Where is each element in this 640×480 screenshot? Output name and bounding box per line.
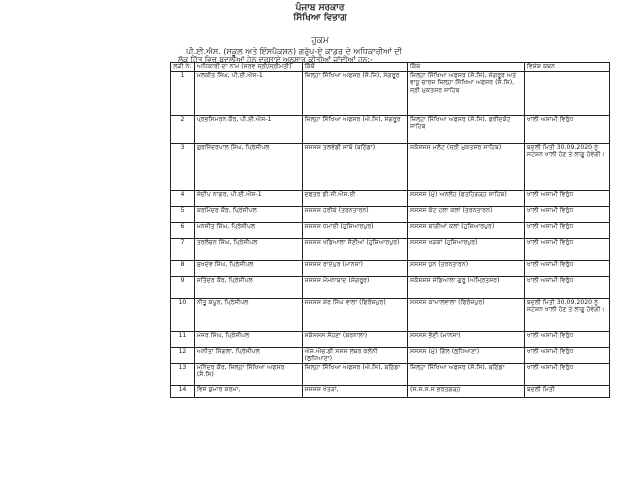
cell-name: ਕਰਮਿੰਦਰ ਕੌਰ, ਪ੍ਰਿੰਸੀਪਲ xyxy=(194,206,302,222)
cell-name: ਮੇਜਰ ਸਿੰਘ, ਪ੍ਰਿੰਸੀਪਲ xyxy=(194,331,302,347)
table-row xyxy=(171,260,610,276)
table-row xyxy=(171,206,610,222)
cell-remarks: ਬਦਲੀ ਮਿਤੀ 30.09.2020 ਨੂੰ ਸਟੇਸ਼ਨ ਖਾਲੀ ਹੋਣ ਤੇ ਲਾਗੂ ਹੋਵੇਗੀ। xyxy=(524,143,609,190)
intro-line-1: ਪੀ.ਈ.ਐਸ. (ਸਕੂਲ ਅਤੇ ਇੰਸਪੈਕਸ਼ਨ) ਗਰੁੱਪ-ਏ ਕਾਡਰ ਦੇ ਅਧਿਕਾਰੀਆਂ ਦੀ xyxy=(186,47,402,56)
cell-remarks: ਬਦਲੀ ਮਿਤੀ xyxy=(524,385,609,397)
table-row xyxy=(171,238,610,260)
cell-sr: 1 xyxy=(171,71,195,115)
cell-remarks: ਖਾਲੀ ਅਸਾਮੀ ਵਿਰੁੱਧ xyxy=(524,115,609,143)
cell-from: ਸਸਸਸ ਤਲਵੰਡੀ ਸਾਬੋ (ਬਠਿੰਡਾ) xyxy=(302,143,407,190)
cell-sr: 14 xyxy=(171,385,195,397)
cell-from: ਸਸਸਸ ਧਮਾਈ (ਹੁਸ਼ਿਆਰਪੁਰ) xyxy=(302,222,407,238)
cell-to: ਸਸਸਸ ਧੁਨ (ਤਰਨਤਾਰਨ) xyxy=(408,260,525,276)
table-row xyxy=(171,190,610,206)
cell-name: ਸੁਖਦੇਵ ਸਿੰਘ, ਪ੍ਰਿੰਸੀਪਲ xyxy=(194,260,302,276)
cell-to: ਸਸਸਸ (ਮੁੰ) ਗਿੱਲ (ਲੁਧਿਆਣਾ) xyxy=(408,347,525,363)
cell-name: ਨੀਤੂ ਕਪੂਰ, ਪ੍ਰਿੰਸੀਪਲ xyxy=(194,298,302,331)
table-row xyxy=(171,385,610,397)
cell-from: ਸਸਸਸ ਮੋਮਨਾਬਾਦ (ਸੰਗਰੂਰ) xyxy=(302,276,407,298)
cell-remarks: ਖਾਲੀ ਅਸਾਮੀ ਵਿਰੁੱਧ xyxy=(524,190,609,206)
cell-sr: 7 xyxy=(171,238,195,260)
cell-name: ਸੰਦੀਪ ਨਾਗਰ, ਪੀ.ਈ.ਐਸ-1 xyxy=(194,190,302,206)
cell-remarks: ਖਾਲੀ ਅਸਾਮੀ ਵਿਰੁੱਧ xyxy=(524,347,609,363)
cell-remarks: ਬਦਲੀ ਮਿਤੀ 30.09.2020 ਨੂੰ ਸਟੇਸ਼ਨ ਖਾਲੀ ਹੋਣ ਤੇ ਲਾਗੂ ਹੋਵੇਗੀ। xyxy=(524,298,609,331)
cell-to: ਸਸਸਸ ਕਾਮਾਲਵਾਲਾ (ਫਿਰੋਜ਼ਪੁਰ) xyxy=(408,298,525,331)
table-row xyxy=(171,347,610,363)
cell-name: ਮਨਿੰਦਰ ਕੌਰ, ਜ਼ਿਲ੍ਹਾ ਸਿੱਖਿਆ ਅਫਸਰ (ਸੈ.ਸਿ) xyxy=(194,363,302,385)
cell-name: ਅਨੀਤਾ ਸਿੰਗਲਾ, ਪ੍ਰਿੰਸੀਪਲ xyxy=(194,347,302,363)
government-title: ਪੰਜਾਬ ਸਰਕਾਰ xyxy=(295,3,345,13)
header-to: ਕਿੱਥੇ xyxy=(408,63,525,72)
table-header-row xyxy=(171,63,610,72)
cell-from: ਸਸਸਸ ਖੇਤੜਾਂ, xyxy=(302,385,407,397)
cell-to: ਸਸਸਸ ਕੱਟ ਹਲਾ ਕਲਾਂ (ਤਰਨਤਾਰਨ) xyxy=(408,206,525,222)
table-row xyxy=(171,331,610,347)
table-row xyxy=(171,143,610,190)
cell-sr: 3 xyxy=(171,143,195,190)
cell-sr: 6 xyxy=(171,222,195,238)
cell-from: ਜ਼ਿਲ੍ਹਾ ਸਿੱਖਿਆ ਅਫਸਰ (ਐ.ਸਿ), ਬਠਿੰਡਾ xyxy=(302,363,407,385)
cell-to: ਸਸਸਸ (ਮੁੰ) ਅਨਲੋਹ (ਫਤਹਿਗੜ੍ਹ ਸਾਹਿਬ) xyxy=(408,190,525,206)
department-title: ਸਿੱਖਿਆ ਵਿਭਾਗ xyxy=(293,13,347,23)
cell-to: ਜ਼ਿਲ੍ਹਾ ਸਿੱਖਿਆ ਅਫਸਰ (ਸੈ.ਸਿ), ਸੰਗਰੂਰ ਅਤੇ ਵਾਧੂ ਚਾਰਜ ਜ਼ਿਲ੍ਹਾ ਸਿੱਖਿਆ ਅਫਸਰ (ਸੈ.ਸਿ), ਸ੍ਰੀ ਮੁਕਤਸਰ ਸਾਹਿਬ xyxy=(408,71,525,115)
cell-to: ਜ਼ਿਲ੍ਹਾ ਸਿੱਖਿਆ ਅਫਸਰ (ਸੈ.ਸਿ), ਬਠਿੰਡਾ xyxy=(408,363,525,385)
cell-sr: 11 xyxy=(171,331,195,347)
cell-sr: 13 xyxy=(171,363,195,385)
cell-from: ਸਸਸਸ ਰਾਏਪੁਰ (ਮਾਨਸਾ) xyxy=(302,260,407,276)
transfer-table xyxy=(170,62,610,398)
cell-from: ਸਸਸਸ ਹਰੀਕੇ (ਤਰਨਤਾਰਨ) xyxy=(302,206,407,222)
cell-name: ਮਨਜੀਤ ਸਿੰਘ, ਪ੍ਰਿੰਸੀਪਲ xyxy=(194,222,302,238)
cell-remarks: ਖਾਲੀ ਅਸਾਮੀ ਵਿਰੁੱਧ xyxy=(524,331,609,347)
cell-from: ਜ਼ਿਲ੍ਹਾ ਸਿੱਖਿਆ ਅਫਸਰ (ਐ.ਸਿ), ਸੰਗਰੂਰ xyxy=(302,115,407,143)
cell-remarks: ਖਾਲੀ ਅਸਾਮੀ ਵਿਰੁੱਧ xyxy=(524,260,609,276)
table-row xyxy=(171,298,610,331)
cell-sr: 10 xyxy=(171,298,195,331)
cell-from: ਐਸ.ਐਚ.ਡੀ ਸਸਸ ਲੇਬਰ ਕਲੋਨੀ (ਲੁਧਿਆਣਾ) xyxy=(302,347,407,363)
cell-from: ਸਕੱਸਸਸ ਸੈਹਣਾ (ਬਰਨਾਲਾ) xyxy=(302,331,407,347)
intro-line-2: ਲੋਕ ਹਿੱਤ ਵਿਚ ਬਦਲੀਆਂ ਹੇਠ ਦਰਸਾਏ ਅਨੁਸਾਰ ਕੀਤੀਆਂ ਜਾਂਦੀਆਂ ਹਨ:- xyxy=(178,55,373,64)
table-row xyxy=(171,363,610,385)
header-remarks: ਵਿਸ਼ੇਸ਼ ਕਥਨ xyxy=(524,63,609,72)
cell-name: ਪ੍ਰਭਸਿਮਰਨ ਕੌਰ, ਪੀ.ਈ.ਐਸ-1 xyxy=(194,115,302,143)
cell-from: ਸਸਸਸ ਖਡਿਆਲਾ ਸੈਣੀਆਂ (ਹੁਸ਼ਿਆਰਪੁਰ) xyxy=(302,238,407,260)
cell-remarks xyxy=(524,71,609,115)
cell-to: ਜ਼ਿਲ੍ਹਾ ਸਿੱਖਿਆ ਅਫਸਰ (ਸੈ.ਸਿ), ਫਰੀਦਕੋਟ ਸਾਹਿਬ xyxy=(408,115,525,143)
table-body xyxy=(171,71,610,397)
cell-from: ਦਫਤਰ ਡੀ.ਜੀ.ਐਸ.ਈ xyxy=(302,190,407,206)
cell-to: ਸਕੱਸਸਸ ਜੰਡਿਆਲਾ ਗੁਰੂ (ਅੰਮ੍ਰਿਤਸਰ) xyxy=(408,276,525,298)
cell-remarks: ਖਾਲੀ ਅਸਾਮੀ ਵਿਰੁੱਧ xyxy=(524,238,609,260)
cell-name: ਤਰਲੋਚਨ ਸਿੰਘ, ਪ੍ਰਿੰਸੀਪਲ xyxy=(194,238,302,260)
table-row xyxy=(171,115,610,143)
cell-name: ਮਲਕੀਤ ਸਿੰਘ, ਪੀ.ਈ.ਐਸ-1 xyxy=(194,71,302,115)
cell-remarks: ਖਾਲੀ ਅਸਾਮੀ ਵਿਰੁੱਧ xyxy=(524,363,609,385)
cell-to: ਸਕੱਸਸਸ ਮਲੋਟ (ਸ੍ਰੀ ਮੁਕਤਸਰ ਸਾਹਿਬ) xyxy=(408,143,525,190)
table-row xyxy=(171,276,610,298)
cell-from: ਜ਼ਿਲ੍ਹਾ ਸਿੱਖਿਆ ਅਫਸਰ (ਸੈ.ਸਿ), ਸੰਗਰੂਰ xyxy=(302,71,407,115)
cell-remarks: ਖਾਲੀ ਅਸਾਮੀ ਵਿਰੁੱਧ xyxy=(524,276,609,298)
cell-name: ਗੁਰਜਿੰਦਰਪਾਲ ਸਿੰਘ, ਪ੍ਰਿੰਸੀਪਲ xyxy=(194,143,302,190)
cell-remarks: ਖਾਲੀ ਅਸਾਮੀ ਵਿਰੁੱਧ xyxy=(524,206,609,222)
cell-sr: 5 xyxy=(171,206,195,222)
cell-sr: 4 xyxy=(171,190,195,206)
header-sr: ਲੜੀ ਨੰ: xyxy=(171,63,195,72)
cell-from: ਸਸਸਸ ਸ਼ੇਰ ਸਿੰਘ ਵਾਲਾ (ਫਿਰੋਜ਼ਪੁਰ) xyxy=(302,298,407,331)
cell-to: (ਸ.ਸ.ਸ.ਸ ਭਰਤਗੜ੍ਹ xyxy=(408,385,525,397)
header-name: ਅਧਿਕਾਰੀ ਦਾ ਨਾਮ (ਸਰਵ ਸ੍ਰੀ/ਸ੍ਰੀਮਤੀ) xyxy=(194,63,302,72)
header-from: ਕਿੱਥੋਂ xyxy=(302,63,407,72)
cell-to: ਸਸਸਸ ਬਾਗੀਆਂ ਕਲਾਂ (ਹੁਸ਼ਿਆਰਪੁਰ) xyxy=(408,222,525,238)
order-title: ਹੁਕਮ xyxy=(311,36,329,46)
cell-to: ਸਸਸਸ ਖੜਕਾਂ (ਹੁਸ਼ਿਆਰਪੁਰ) xyxy=(408,238,525,260)
cell-name: ਜਤਿੰਦਰ ਕੌਰ, ਪ੍ਰਿੰਸੀਪਲ xyxy=(194,276,302,298)
table-row xyxy=(171,222,610,238)
cell-sr: 8 xyxy=(171,260,195,276)
cell-sr: 9 xyxy=(171,276,195,298)
cell-sr: 12 xyxy=(171,347,195,363)
cell-remarks: ਖਾਲੀ ਅਸਾਮੀ ਵਿਰੁੱਧ xyxy=(524,222,609,238)
cell-name: ਵਿਜੇ ਕੁਮਾਰ ਸ਼ਰਮਾ, xyxy=(194,385,302,397)
cell-to: ਸਸਸਸ ਭੈਣੀ (ਮਾਨਸਾ) xyxy=(408,331,525,347)
cell-sr: 2 xyxy=(171,115,195,143)
table-row xyxy=(171,71,610,115)
